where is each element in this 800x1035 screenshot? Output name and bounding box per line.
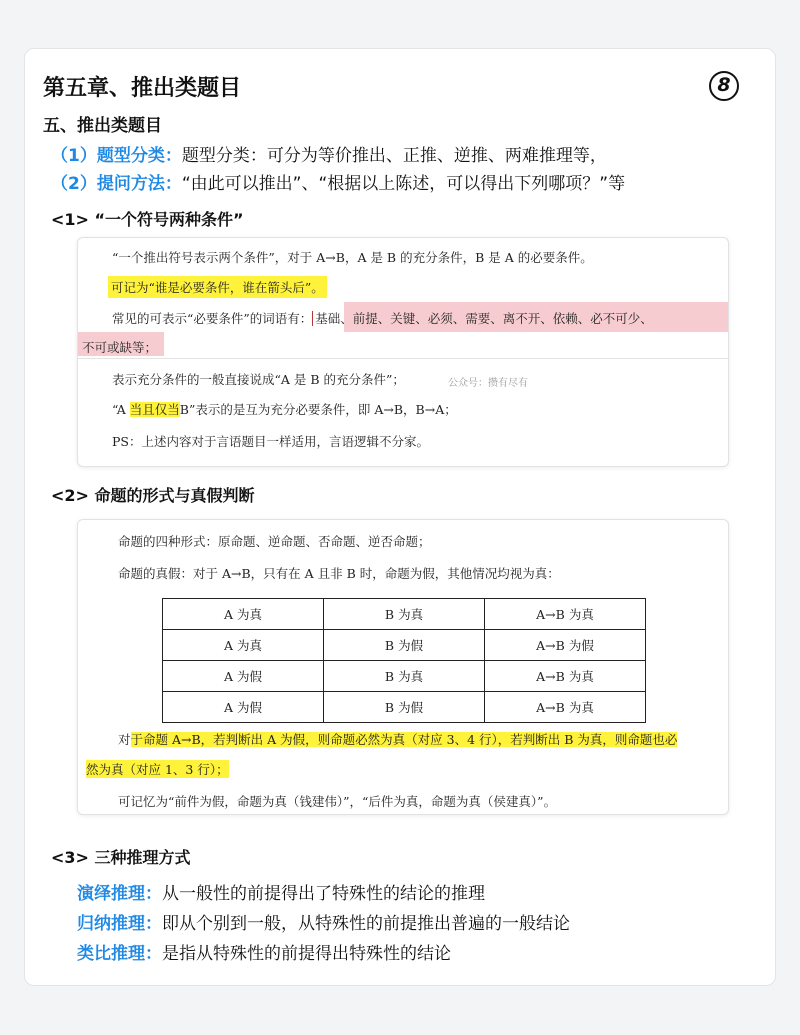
excerpt-line: 可记忆为“前件为假，命题为真（钱建伟）”，“后件为真，命题为真（侯建真）”。 bbox=[118, 794, 557, 809]
excerpt-line: 命题的四种形式：原命题、逆命题、否命题、逆否命题； bbox=[118, 534, 431, 549]
section-title: 五、推出类题目 bbox=[43, 116, 162, 136]
subsection-3-heading: <3> 三种推理方式 bbox=[51, 848, 191, 867]
table-cell: A 为真 bbox=[163, 630, 324, 661]
table-cell: B 为假 bbox=[324, 630, 485, 661]
excerpt-line bbox=[112, 400, 457, 418]
document-card bbox=[24, 48, 776, 986]
reasoning-inductive bbox=[77, 909, 570, 934]
method-label: 类比推理： bbox=[77, 944, 162, 964]
divider bbox=[78, 358, 728, 359]
table-cell: B 为真 bbox=[324, 599, 485, 630]
point-question-methods bbox=[51, 169, 625, 194]
excerpt-text: B”表示的是互为充分必要条件，即 A→B，B→A； bbox=[179, 402, 457, 417]
method-text: 即从个别到一般，从特殊性的前提推出普遍的一般结论 bbox=[162, 914, 570, 934]
reasoning-analogical bbox=[77, 939, 451, 964]
truth-table bbox=[162, 598, 646, 723]
subsection-1-heading: <1> “一个符号两种条件” bbox=[51, 210, 244, 229]
excerpt-text: “A bbox=[112, 402, 130, 417]
table-row bbox=[163, 630, 646, 661]
point-text: 题型分类：可分为等价推出、正推、逆推、两难推理等， bbox=[181, 146, 607, 166]
excerpt-line bbox=[112, 309, 653, 327]
excerpt-text: 对 bbox=[118, 732, 131, 747]
method-text: 是指从特殊性的前提得出特殊性的结论 bbox=[162, 944, 451, 964]
excerpt-box-truth bbox=[77, 519, 729, 815]
table-row bbox=[163, 692, 646, 723]
point-question-types bbox=[51, 141, 607, 166]
page-number-badge: 8 bbox=[709, 71, 739, 101]
table-row bbox=[163, 599, 646, 630]
table-cell: A 为假 bbox=[163, 661, 324, 692]
point-text: “由此可以推出”、“根据以上陈述，可以得出下列哪项？”等 bbox=[181, 174, 626, 194]
excerpt-line bbox=[118, 730, 677, 748]
table-cell: A 为假 bbox=[163, 692, 324, 723]
table-row bbox=[163, 661, 646, 692]
excerpt-highlight: 于命题 A→B，若判断出 A 为假，则命题必然为真（对应 3、4 行），若判断出 B 为真，则命题也必 bbox=[130, 732, 678, 747]
point-label: （2）提问方法： bbox=[51, 174, 182, 194]
table-cell: A→B 为假 bbox=[485, 630, 646, 661]
excerpt-line: 表示充分条件的一般直接说成“A 是 B 的充分条件”； bbox=[112, 372, 405, 387]
excerpt-line: “一个推出符号表示两个条件”，对于 A→B，A 是 B 的充分条件，B 是 A 的必要条件。 bbox=[112, 250, 593, 265]
excerpt-line: 不可或缺等； bbox=[82, 340, 158, 355]
excerpt-highlight: 然为真（对应 1、3 行）； bbox=[86, 762, 229, 777]
subsection-2-heading: <2> 命题的形式与真假判断 bbox=[51, 486, 255, 505]
table-cell: B 为真 bbox=[324, 661, 485, 692]
excerpt-box-conditions bbox=[77, 237, 729, 467]
table-cell: A→B 为真 bbox=[485, 692, 646, 723]
chapter-title: 第五章、推出类题目 bbox=[43, 76, 242, 101]
table-cell: A→B 为真 bbox=[485, 599, 646, 630]
table-cell: A→B 为真 bbox=[485, 661, 646, 692]
table-cell: A 为真 bbox=[163, 599, 324, 630]
reasoning-deductive bbox=[77, 879, 485, 904]
excerpt-text: 常见的可表示“必要条件”的词语有： bbox=[112, 311, 313, 326]
method-label: 演绎推理： bbox=[77, 884, 162, 904]
excerpt-highlight: 当且仅当 bbox=[129, 402, 180, 417]
point-label: （1）题型分类： bbox=[51, 146, 182, 166]
excerpt-line: 命题的真假：对于 A→B，只有在 A 且非 B 时，命题为假，其他情况均视为真： bbox=[118, 566, 560, 581]
method-label: 归纳推理： bbox=[77, 914, 162, 934]
excerpt-highlight: 可记为“谁是必要条件，谁在箭头后”。 bbox=[108, 276, 327, 298]
method-text: 从一般性的前提得出了特殊性的结论的推理 bbox=[162, 884, 485, 904]
excerpt-line: PS：上述内容对于言语题目一样适用，言语逻辑不分家。 bbox=[112, 434, 429, 449]
table-cell: B 为假 bbox=[324, 692, 485, 723]
necessary-words: 基础、前提、关键、必须、需要、离不开、依赖、必不可少、 bbox=[312, 311, 653, 326]
watermark: 公众号：攒有尽有 bbox=[448, 378, 528, 389]
